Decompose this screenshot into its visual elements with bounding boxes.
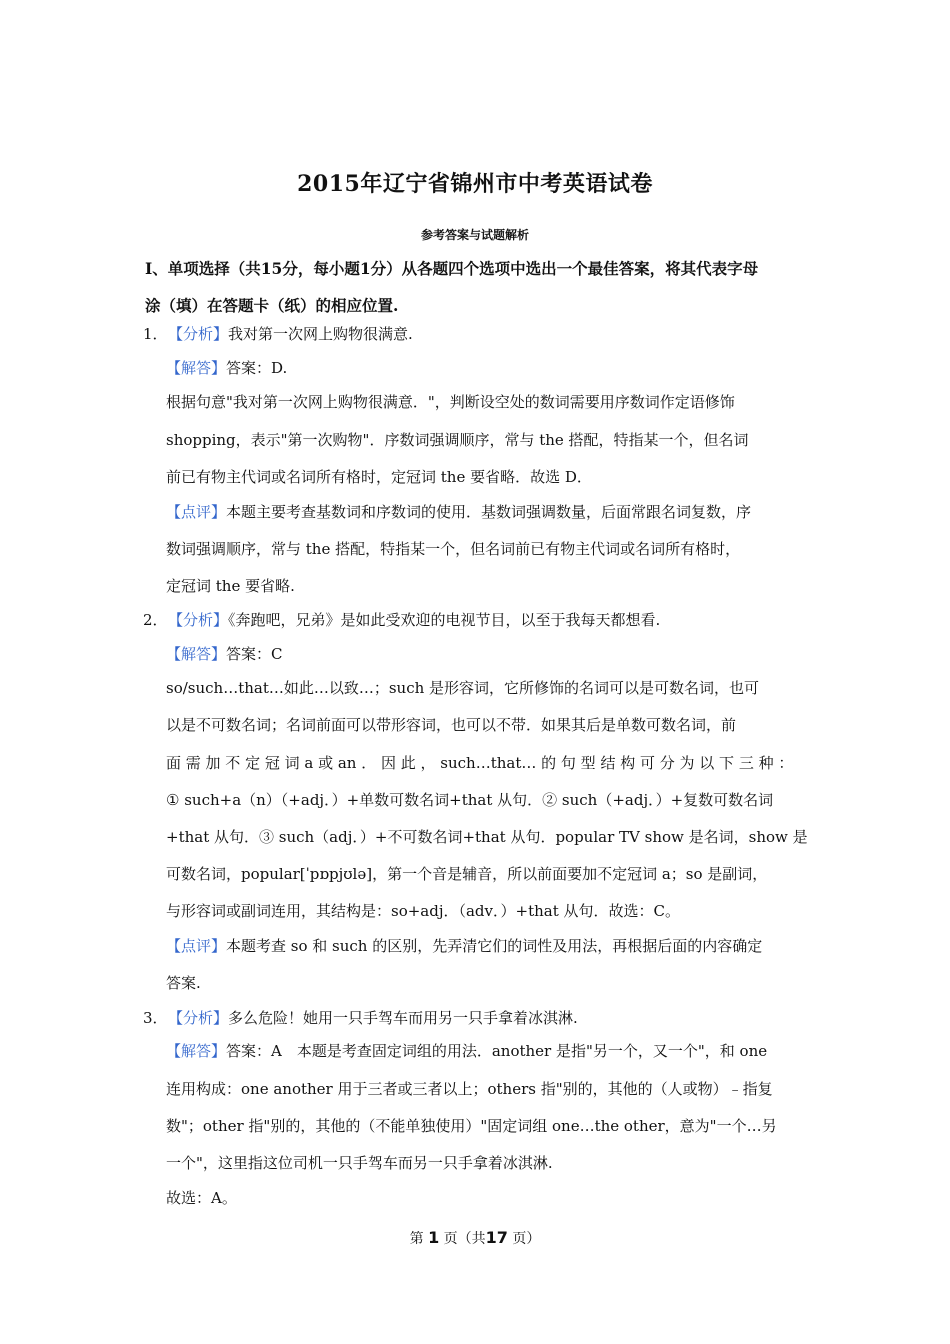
comment-text: 本题考查 so 和 such 的区别，先弄清它们的词性及用法，再根据后面的内容确定 (226, 937, 763, 955)
explanation-line: 数"；other 指"别的，其他的（不能单独使用）"固定词组 one…the other，意为"一个…另 (166, 1117, 777, 1135)
comment-line: 答案. (166, 974, 201, 992)
explanation-line: 连用构成：one another 用于三者或三者以上；others 指"别的，其他的（人或物）﹣指复 (166, 1080, 773, 1098)
section-heading-line-1: I、单项选择（共15分，每小题1分）从各题四个选项中选出一个最佳答案，将其代表字母 (145, 259, 759, 278)
comment-text: 本题主要考查基数词和序数词的使用．基数词强调数量，后面常跟名词复数，序 (226, 503, 752, 521)
question-analysis (168, 316, 413, 353)
question-comment (166, 494, 751, 531)
explanation-line: 根据句意"我对第一次网上购物很满意．"，判断设空处的数词需要用序数词作定语修饰 (166, 393, 735, 411)
explanation-line: shopping，表示"第一次购物"．序数词强调顺序，常与 the 搭配，特指某一个，但名词 (166, 431, 749, 449)
analysis-tag: 【分析】 (168, 1009, 229, 1027)
section-heading (145, 250, 813, 324)
explanation-line: 与形容词或副词连用，其结构是：so+adj．（adv．）+that 从句．故选：C。 (166, 902, 680, 920)
page-footer (0, 1228, 950, 1248)
footer-suffix: 页） (512, 1231, 541, 1247)
explanation-line: 前已有物主代词或名词所有格时，定冠词 the 要省略．故选 D． (166, 468, 592, 486)
question-analysis (168, 1000, 578, 1037)
question-comment (166, 928, 762, 965)
answer-tag: 【解答】 (166, 1042, 227, 1060)
explanation-line: so/such…that…如此…以致…；such 是形容词，它所修饰的名词可以是可数名词，也可 (166, 679, 760, 697)
explanation-line: 面 需 加 不 定 冠 词 a 或 an ． 因 此 ， such…that… 的 句 型 结 构 可 分 为 以 下 三 种 ： (166, 754, 794, 772)
answer-text: 答案：D. (226, 359, 288, 377)
comment-line: 数词强调顺序，常与 the 搭配，特指某一个，但名词前已有物主代词或名词所有格时， (166, 540, 741, 558)
question-number: 1． (143, 325, 168, 343)
question-number: 2． (143, 611, 168, 629)
footer-prefix: 第 (409, 1231, 424, 1247)
answer-text: 答案：A 本题是考查固定词组的用法．another 是指"另一个，又一个"，和 one (226, 1042, 768, 1060)
answer-tag: 【解答】 (166, 359, 227, 377)
explanation-line: ① such+a（n）（+adj．）+单数可数名词+that 从句．② such（+adj．）+复数可数名词 (166, 791, 774, 809)
question-answer (166, 1033, 767, 1070)
footer-mid: 页（共 (443, 1231, 486, 1247)
explanation-line: +that 从句．③ such（adj．）+不可数名词+that 从句．popular TV show 是名词，show 是 (166, 828, 808, 846)
comment-line: 定冠词 the 要省略. (166, 577, 295, 595)
explanation-line: 以是不可数名词；名词前面可以带形容词，也可以不带．如果其后是单数可数名词，前 (166, 716, 737, 734)
section-heading-line-2: 涂（填）在答题卡（纸）的相应位置. (145, 296, 399, 315)
analysis-tag: 【分析】 (168, 611, 229, 629)
explanation-line: 故选：A。 (166, 1189, 237, 1207)
explanation-line: 可数名词，popular[ˈpɒpjʊlə]，第一个音是辅音，所以前面要加不定冠词 a；so 是副词， (166, 865, 768, 883)
analysis-text: 多么危险！她用一只手驾车而用另一只手拿着冰淇淋. (228, 1009, 578, 1027)
answer-tag: 【解答】 (166, 645, 227, 663)
footer-page-number: 1 (428, 1228, 440, 1247)
footer-total-pages: 17 (485, 1228, 508, 1247)
analysis-text: 我对第一次网上购物很满意. (228, 325, 413, 343)
analysis-tag: 【分析】 (168, 325, 229, 343)
document-title: 2015年辽宁省锦州市中考英语试卷 (297, 171, 653, 197)
comment-tag: 【点评】 (166, 937, 227, 955)
question-analysis (168, 602, 660, 639)
analysis-text: 《奔跑吧，兄弟》是如此受欢迎的电视节目，以至于我每天都想看. (228, 611, 661, 629)
question-number: 3． (143, 1009, 168, 1027)
document-subtitle: 参考答案与试题解析 (420, 228, 529, 242)
question-answer (166, 636, 283, 673)
comment-tag: 【点评】 (166, 503, 227, 521)
question-answer (166, 350, 287, 387)
answer-text: 答案：C (226, 645, 283, 663)
explanation-line: 一个"，这里指这位司机一只手驾车而另一只手拿着冰淇淋. (166, 1154, 553, 1172)
